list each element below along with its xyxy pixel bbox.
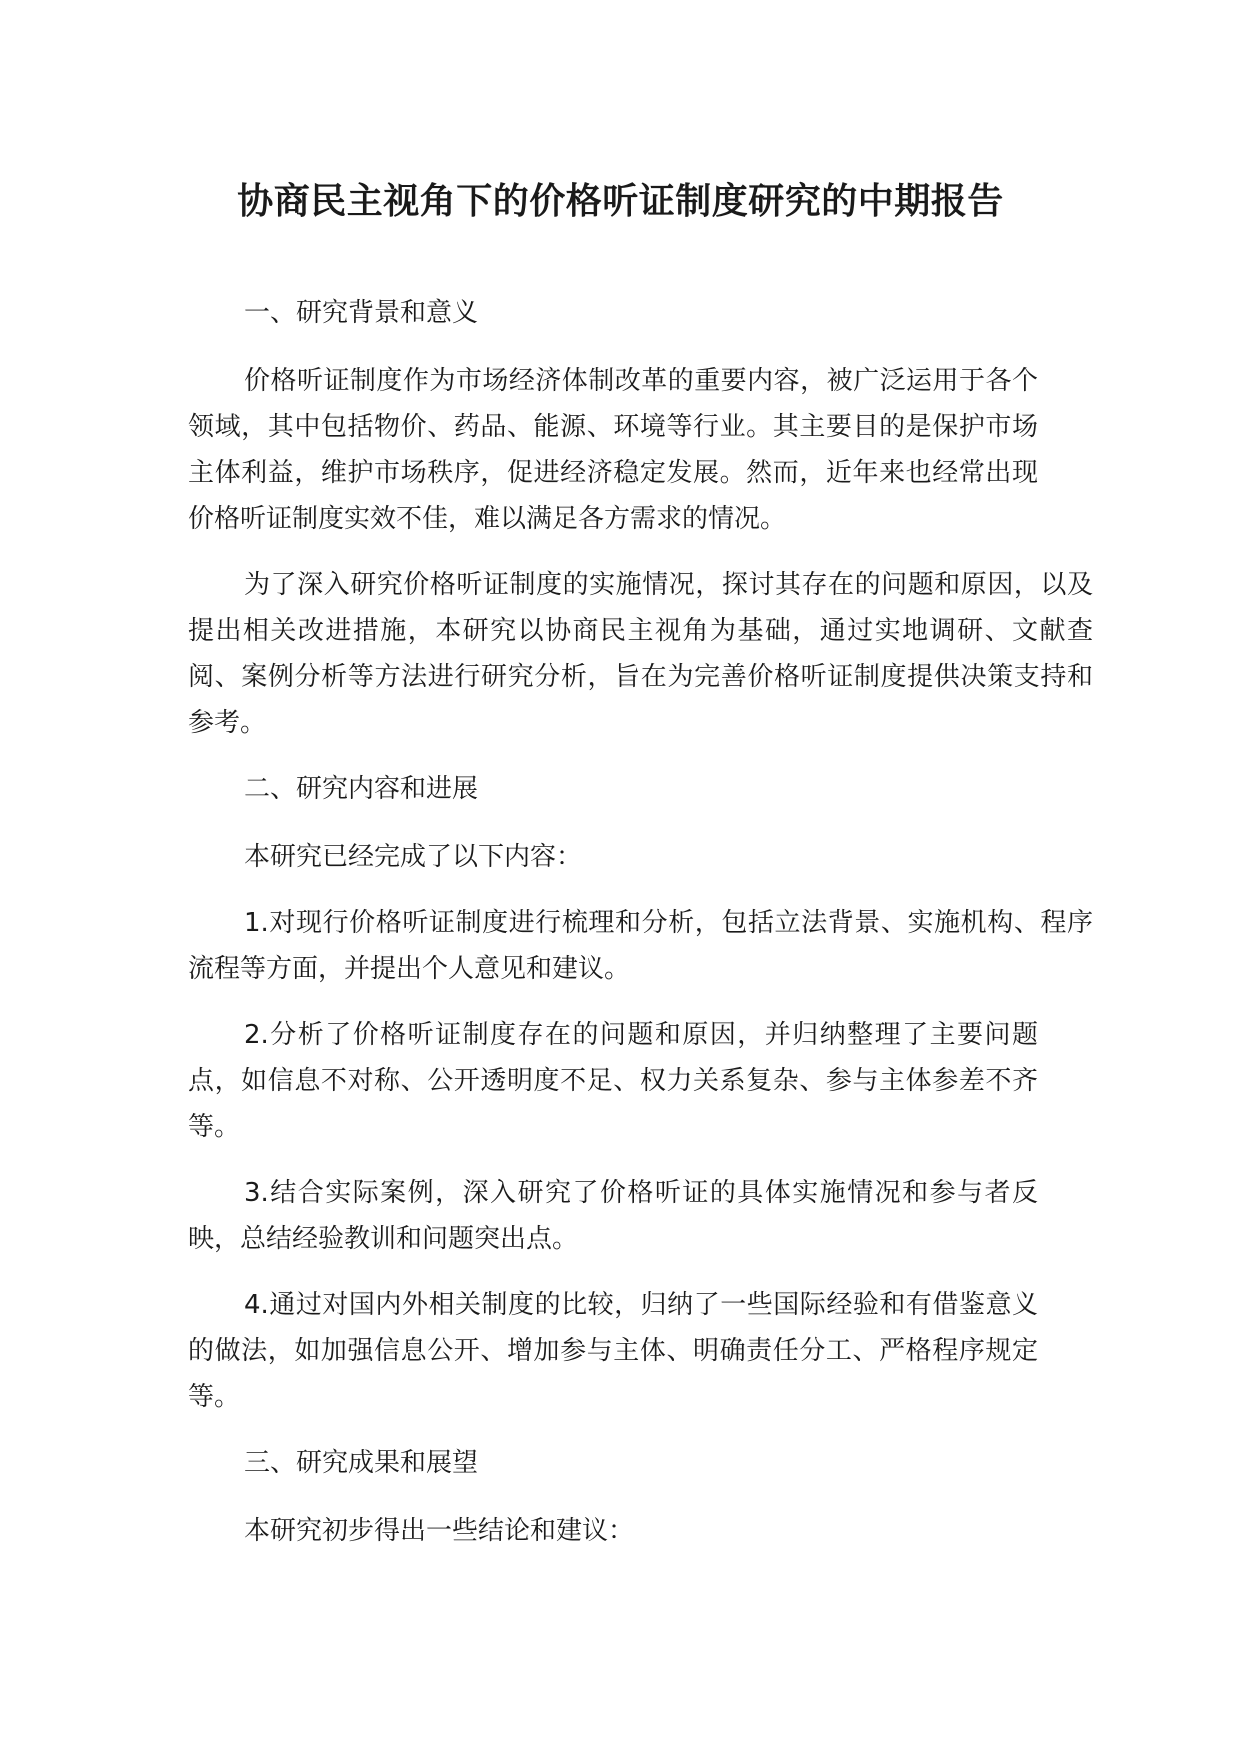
document-body [188,290,1093,1574]
paragraph-conclusions-intro: 本研究初步得出一些结论和建议： [244,1516,635,1546]
list-item-3: 3.结合实际案例，深入研究了价格听证的具体实施情况和参与者反映，总结经验教训和问题突出点。 [188,1178,1038,1254]
paragraph-purpose: 为了深入研究价格听证制度的实施情况，探讨其存在的问题和原因，以及提出相关改进措施，本研究以协商民主视角为基础，通过实地调研、文献查阅、案例分析等方法进行研究分析，旨在为完善价格听证制度提供决策支持和参考。 [188,570,1093,738]
document-title: 协商民主视角下的价格听证制度研究的中期报告 [237,181,1004,222]
paragraph-completed-intro: 本研究已经完成了以下内容： [244,842,583,872]
section-heading-2: 二、研究内容和进展 [244,774,479,804]
section-heading-3: 三、研究成果和展望 [244,1448,479,1478]
paragraph-background: 价格听证制度作为市场经济体制改革的重要内容，被广泛运用于各个领域，其中包括物价、药品、能源、环境等行业。其主要目的是保护市场主体利益，维护市场秩序，促进经济稳定发展。然而，近年来也经常出现价格听证制度实效不佳，难以满足各方需求的情况。 [188,366,1038,534]
list-item-2: 2.分析了价格听证制度存在的问题和原因，并归纳整理了主要问题点，如信息不对称、公开透明度不足、权力关系复杂、参与主体参差不齐等。 [188,1020,1038,1142]
list-item-1: 1.对现行价格听证制度进行梳理和分析，包括立法背景、实施机构、程序流程等方面，并提出个人意见和建议。 [188,908,1093,984]
section-heading-1: 一、研究背景和意义 [244,298,479,328]
list-item-4: 4.通过对国内外相关制度的比较，归纳了一些国际经验和有借鉴意义的做法，如加强信息公开、增加参与主体、明确责任分工、严格程序规定等。 [188,1290,1038,1412]
